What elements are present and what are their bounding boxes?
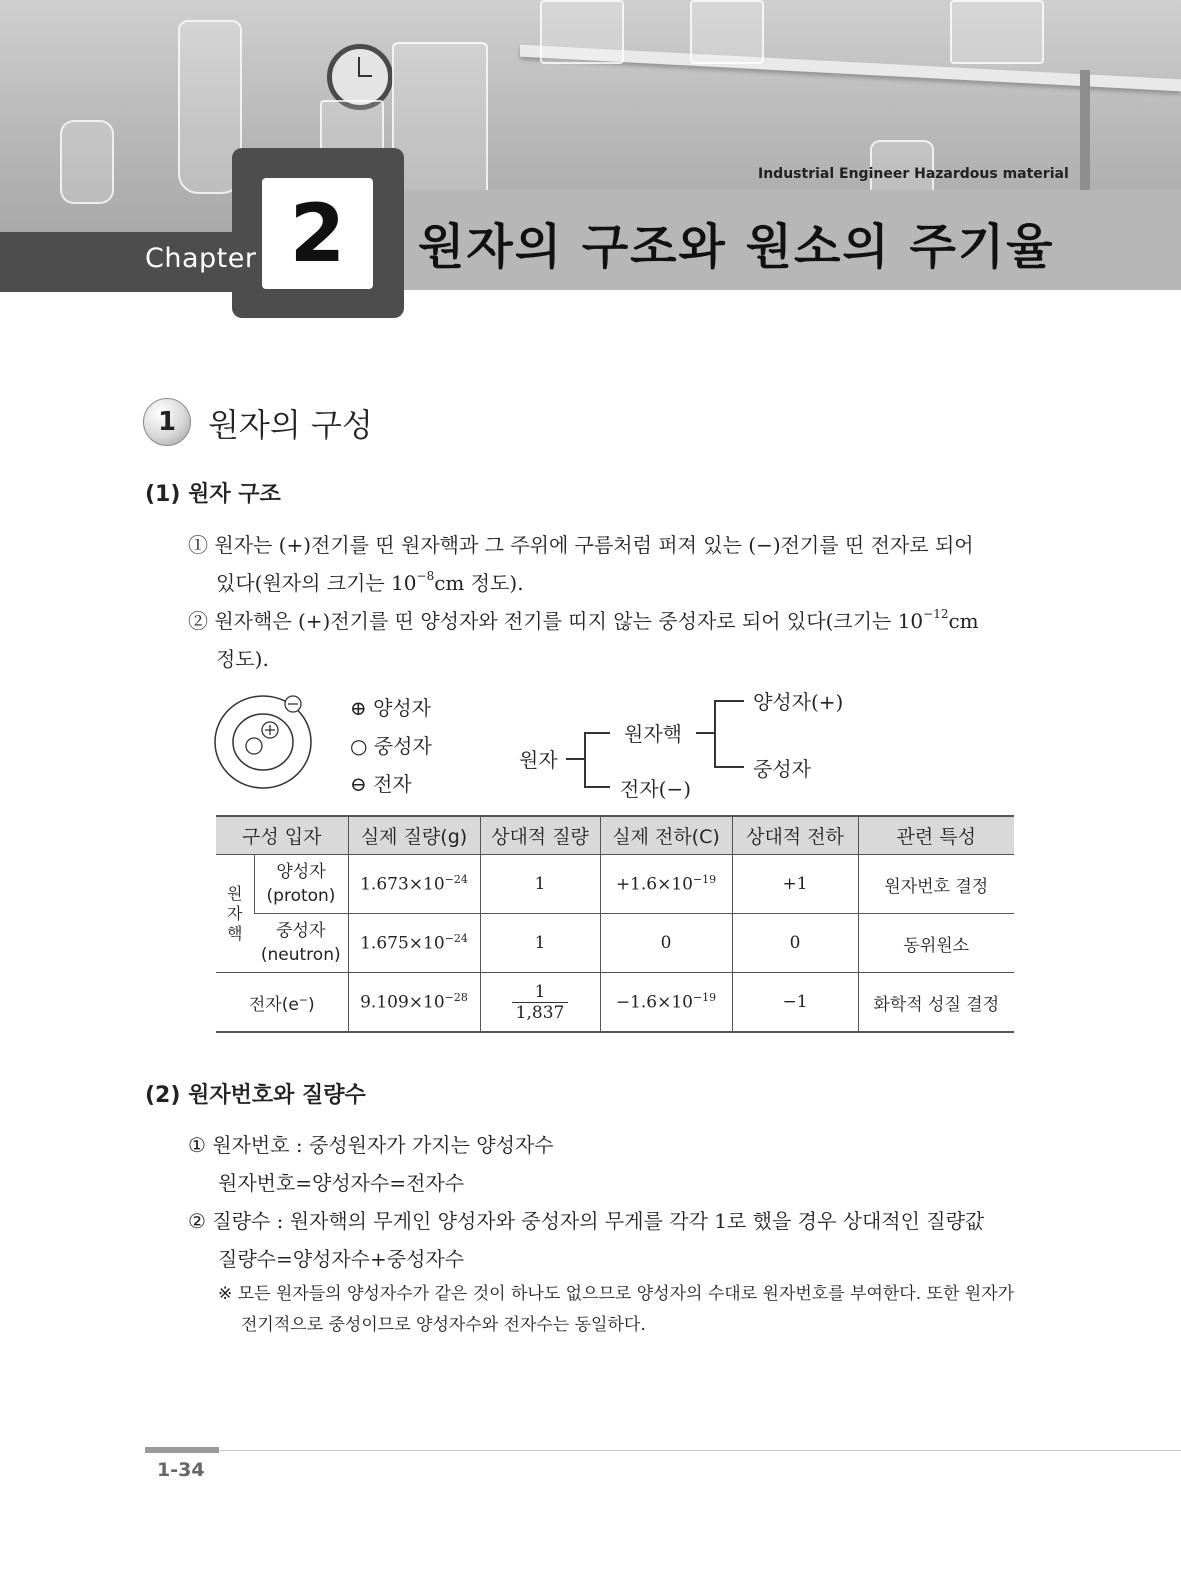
actual-mass — [348, 855, 480, 914]
definition: : 중성원자가 가지는 양성자수 — [289, 1133, 554, 1157]
section-title: 원자의 구성 — [208, 406, 373, 444]
table-row — [216, 914, 1014, 973]
actual-charge — [600, 973, 732, 1033]
exponent: − — [298, 992, 308, 1006]
tree-connector — [696, 732, 714, 734]
note-line-1: ※ 모든 원자들의 양성자수가 같은 것이 하나도 없으므로 양성자의 수대로 원자번호를 부여한다. 또한 원자가 — [218, 1284, 1015, 1304]
exponent: −8 — [416, 569, 435, 584]
relative-mass — [480, 973, 600, 1033]
term: ① 원자번호 — [188, 1133, 290, 1157]
legend-proton: ⊕ 양성자 — [350, 696, 432, 720]
atomic-number-formula: 원자번호=양성자수=전자수 — [218, 1171, 465, 1195]
header-subtitle: Industrial Engineer Hazardous material — [758, 166, 1069, 182]
related-property: 원자번호 결정 — [858, 855, 1014, 914]
tree-connector — [584, 732, 586, 787]
item-text: cm 정도). — [434, 571, 524, 595]
particle-name — [254, 855, 348, 914]
tree-connector — [566, 758, 584, 760]
charge-base: −1.6×10 — [615, 992, 693, 1013]
atom-structure-item-1-cont — [216, 564, 524, 602]
particle-name — [254, 914, 348, 973]
tree-connector — [714, 700, 744, 702]
relative-charge: +1 — [732, 855, 858, 914]
footer-accent — [145, 1447, 219, 1453]
chapter-label: Chapter — [145, 243, 257, 274]
atomic-number-item — [188, 1126, 554, 1164]
exponent: −24 — [444, 873, 468, 887]
table-header: 상대적 전하 — [732, 816, 858, 855]
exponent: −28 — [444, 991, 468, 1005]
table-header: 관련 특성 — [858, 816, 1014, 855]
nucleus-group-label — [216, 855, 254, 973]
tree-node-electron: 전자(−) — [620, 777, 692, 801]
flask-shape — [690, 0, 764, 64]
item-text: 있다(원자의 크기는 10 — [216, 571, 417, 595]
particle-table — [216, 815, 1014, 1033]
footer-rule — [145, 1450, 1181, 1451]
table-header: 실제 질량(g) — [348, 816, 480, 855]
definition: : 원자핵의 무게인 양성자와 중성자의 무게를 각각 1로 했을 경우 상대적인 질량값 — [270, 1209, 985, 1233]
fraction-numerator: 1 — [512, 982, 569, 1003]
mass-base: 9.109×10 — [360, 992, 445, 1013]
actual-mass — [348, 973, 480, 1033]
chapter-title: 원자의 구조와 원소의 주기율 — [418, 219, 1055, 275]
subsection-heading-2: (2) 원자번호와 질량수 — [145, 1083, 366, 1108]
atom-structure-item-2-cont: 정도). — [216, 647, 269, 671]
particle-name-ko: 전자(e — [248, 994, 299, 1015]
tree-node-neutron: 중성자 — [753, 757, 811, 781]
related-property: 동위원소 — [858, 914, 1014, 973]
tree-root-atom: 원자 — [519, 748, 558, 772]
relative-mass: 1 — [480, 855, 600, 914]
actual-charge: 0 — [600, 914, 732, 973]
exponent: −24 — [444, 932, 468, 946]
vertical-label: 원자핵 — [227, 883, 243, 943]
legend-neutron: ○ 중성자 — [350, 734, 432, 758]
section-number-badge: 1 — [143, 398, 191, 446]
table-header: 실제 전하(C) — [600, 816, 732, 855]
particle-name — [216, 973, 348, 1033]
tree-connector — [584, 732, 610, 734]
page-number: 1-34 — [157, 1459, 205, 1481]
related-property: 화학적 성질 결정 — [858, 973, 1014, 1033]
relative-mass: 1 — [480, 914, 600, 973]
table-row — [216, 855, 1014, 914]
fraction — [512, 982, 569, 1023]
mass-base: 1.673×10 — [360, 874, 445, 895]
beaker-shape — [950, 0, 1044, 64]
relative-charge: −1 — [732, 973, 858, 1033]
atom-diagram — [213, 692, 317, 792]
shelf-post — [1080, 70, 1090, 200]
tree-node-proton: 양성자(+) — [753, 690, 844, 714]
tree-connector — [584, 786, 610, 788]
mass-number-formula: 질량수=양성자수+중성자수 — [218, 1247, 465, 1271]
mass-base: 1.675×10 — [360, 933, 445, 954]
charge-base: +1.6×10 — [615, 874, 693, 895]
table-row — [216, 973, 1014, 1033]
atom-structure-item-2 — [188, 602, 979, 640]
particle-name-en: (neutron) — [260, 945, 341, 965]
subsection-heading-1: (1) 원자 구조 — [145, 482, 281, 507]
chapter-number: 2 — [262, 178, 373, 289]
actual-charge — [600, 855, 732, 914]
item-text: cm — [948, 609, 979, 633]
actual-mass — [348, 914, 480, 973]
relative-charge: 0 — [732, 914, 858, 973]
item-text: ① 원자는 (+)전기를 띤 원자핵과 그 주위에 구름처럼 퍼져 있는 (−)전기를 띤 전자로 되어 — [188, 533, 974, 557]
note-line-2: 전기적으로 중성이므로 양성자수와 전자수는 동일하다. — [241, 1315, 646, 1335]
exponent: −19 — [692, 873, 717, 887]
particle-name-close: ) — [308, 994, 315, 1015]
tree-connector — [714, 766, 744, 768]
item-text: ② 원자핵은 (+)전기를 띤 양성자와 전기를 띠지 않는 중성자로 되어 있다(크기는 10 — [188, 609, 924, 633]
exponent: −12 — [923, 607, 949, 622]
atom-structure-item-1 — [188, 526, 974, 564]
tree-connector — [714, 700, 716, 767]
exponent: −19 — [692, 991, 717, 1005]
mass-number-item — [188, 1202, 984, 1240]
particle-name-ko: 양성자 — [276, 862, 326, 882]
fraction-denominator: 1,837 — [515, 1002, 565, 1023]
beaker-shape — [540, 0, 624, 64]
bottle-shape — [60, 120, 114, 204]
particle-name-ko: 중성자 — [276, 921, 326, 941]
table-header: 구성 입자 — [216, 816, 348, 855]
table-header-row — [216, 816, 1014, 855]
beaker-shape — [392, 42, 488, 196]
term: ② 질량수 — [188, 1209, 271, 1233]
tree-node-nucleus: 원자핵 — [624, 722, 682, 746]
particle-name-en: (proton) — [266, 886, 336, 906]
table-header: 상대적 질량 — [480, 816, 600, 855]
legend-electron: ⊖ 전자 — [350, 772, 412, 796]
